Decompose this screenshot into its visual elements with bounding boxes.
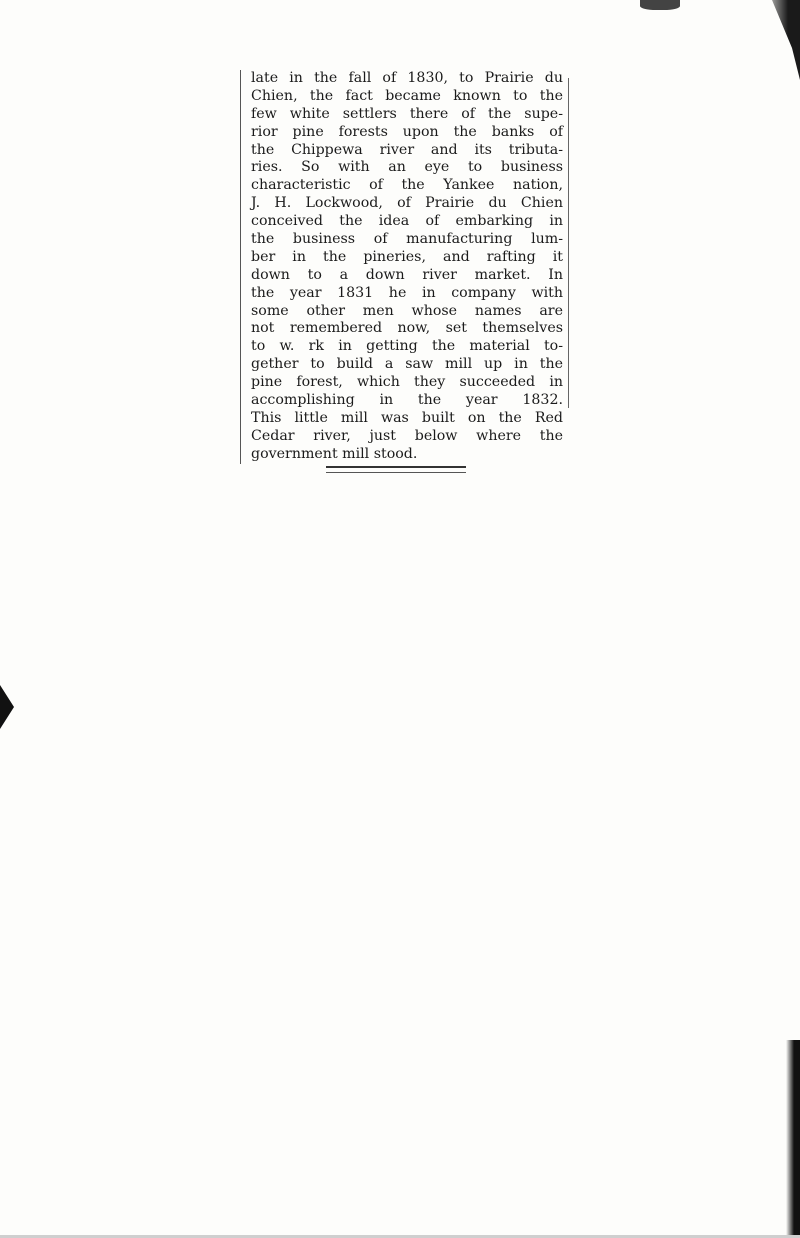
article-line: conceived the idea of embarking in — [251, 213, 563, 230]
scan-edge-left-notch — [0, 685, 14, 729]
article-line: This little mill was built on the Red — [251, 409, 563, 426]
article-line: pine forest, which they succeeded in — [251, 374, 563, 391]
article-line: not remembered now, set themselves — [251, 320, 563, 337]
article-line: J. H. Lockwood, of Prairie du Chien — [251, 195, 563, 212]
scan-edge-top-right — [760, 0, 800, 80]
article-line: rior pine forests upon the banks of — [251, 123, 563, 140]
article-line: Cedar river, just below where the — [251, 427, 563, 444]
article-paragraph — [251, 70, 563, 464]
article-line: to w. rk in getting the material to- — [251, 338, 563, 355]
article-line-last: government mill stood. — [251, 445, 418, 462]
article-line: late in the fall of 1830, to Prairie du — [251, 70, 563, 86]
article-line: ber in the pineries, and rafting it — [251, 248, 563, 265]
scan-smudge-top — [640, 0, 680, 10]
article-line: the business of manufacturing lum- — [251, 231, 563, 248]
article-line: accomplishing in the year 1832. — [251, 392, 563, 409]
newspaper-clipping — [240, 70, 563, 464]
article-line: gether to build a saw mill up in the — [251, 356, 563, 373]
article-line: some other men whose names are — [251, 302, 563, 319]
article-line: characteristic of the Yankee nation, — [251, 177, 563, 194]
scan-edge-right-bottom — [786, 1040, 800, 1238]
article-line: ries. So with an eye to business — [251, 159, 563, 176]
section-divider-rule — [326, 466, 466, 473]
article-line: few white settlers there of the supe- — [251, 105, 563, 122]
article-line: Chien, the fact became known to the — [251, 87, 563, 104]
article-line: the Chippewa river and its tributa- — [251, 141, 563, 158]
article-line: the year 1831 he in company with — [251, 284, 563, 301]
article-line: down to a down river market. In — [251, 266, 563, 283]
